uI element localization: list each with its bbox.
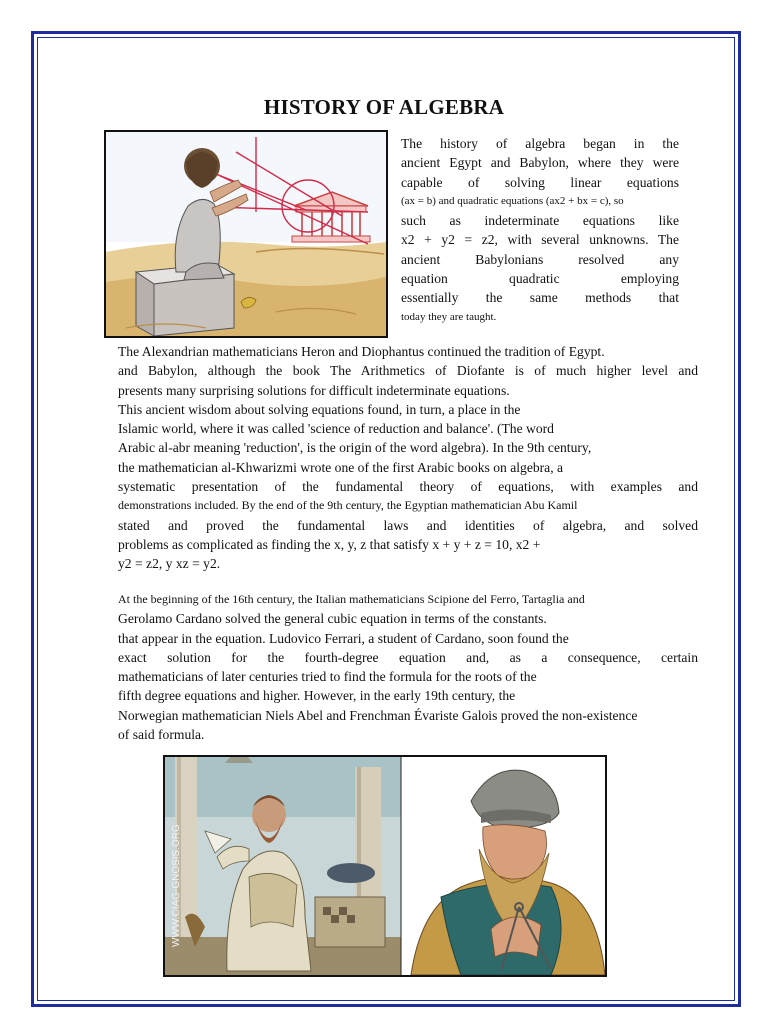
paragraph-line: Islamic world, where it was called 'science of reduction and balance'. (The word xyxy=(118,421,554,437)
illustration-geometer-temple xyxy=(104,130,388,338)
intro-line: (ax = b) and quadratic equations (ax2 + bx = c), so xyxy=(401,194,624,207)
paragraph-line: mathematicians of later centuries tried to find the formula for the roots of the xyxy=(118,669,537,685)
paragraph-line: exact solution for the fourth-degree equation and, as a consequence, certain xyxy=(118,649,698,665)
intro-line: today they are taught. xyxy=(401,310,497,323)
paragraph-2 xyxy=(118,590,698,744)
paragraph-line: that appear in the equation. Ludovico Ferrari, a student of Cardano, soon found the xyxy=(118,630,569,646)
paragraph-line: fifth degree equations and higher. However, in the early 19th century, the xyxy=(118,688,516,704)
paragraph-line: Gerolamo Cardano solved the general cubic equation in terms of the constants. xyxy=(118,611,547,627)
paragraph-1 xyxy=(118,342,698,574)
paragraph-line: demonstrations included. By the end of the 9th century, the Egyptian mathematician Abu Kamil xyxy=(118,498,578,513)
page-title: HISTORY OF ALGEBRA xyxy=(263,95,505,119)
paragraph-line: stated and proved the fundamental laws and identities of algebra, and solved xyxy=(118,517,698,533)
intro-line: essentially the same methods that xyxy=(401,290,679,306)
illustration-mathematicians xyxy=(163,755,607,977)
paragraph-line: the mathematician al-Khwarizmi wrote one of the first Arabic books on algebra, a xyxy=(118,459,564,475)
intro-line: such as indeterminate equations like xyxy=(401,213,679,229)
paragraph-line: systematic presentation of the fundamental theory of equations, with examples and xyxy=(118,479,698,495)
paragraph-line: Norwegian mathematician Niels Abel and Frenchman Évariste Galois proved the non-existence xyxy=(118,707,638,723)
paragraph-line: This ancient wisdom about solving equations found, in turn, a place in the xyxy=(118,401,521,417)
watermark-text: WWW.CIAG-GNOSIS.ORG xyxy=(171,824,182,947)
intro-line: The history of algebra began in the xyxy=(401,136,679,151)
paragraph-line: presents many surprising solutions for difficult indeterminate equations. xyxy=(118,382,510,398)
paragraph-line: problems as complicated as finding the x, y, z that satisfy x + y + z = 10, x2 + xyxy=(118,536,541,552)
paragraph-line: At the beginning of the 16th century, the Italian mathematicians Scipione del Ferro, Tartaglia and xyxy=(118,592,585,606)
paragraph-line: Arabic al-abr meaning 'reduction', is the origin of the word algebra). In the 9th century, xyxy=(118,440,592,456)
geometer-drawing xyxy=(106,132,386,336)
mathematicians-drawing xyxy=(165,757,605,975)
intro-line: ancient Babylonians resolved any xyxy=(401,251,679,267)
intro-line: capable of solving linear equations xyxy=(401,174,679,190)
paragraph-line: The Alexandrian mathematicians Heron and Diophantus continued the tradition of Egypt. xyxy=(118,344,605,359)
intro-line: equation quadratic employing xyxy=(401,271,679,287)
paragraph-line: and Babylon, although the book The Arithmetics of Diofante is of much higher level and xyxy=(118,363,698,379)
intro-line: ancient Egypt and Babylon, where they were xyxy=(401,155,679,171)
intro-text xyxy=(401,134,679,327)
paragraph-line: of said formula. xyxy=(118,727,205,743)
bearded-mathematician-portrait xyxy=(401,757,605,975)
intro-line: x2 + y2 = z2, with several unknowns. The xyxy=(401,232,679,248)
robed-mathematician-portrait xyxy=(165,757,401,975)
paragraph-line: y2 = z2, y xz = y2. xyxy=(118,556,221,572)
